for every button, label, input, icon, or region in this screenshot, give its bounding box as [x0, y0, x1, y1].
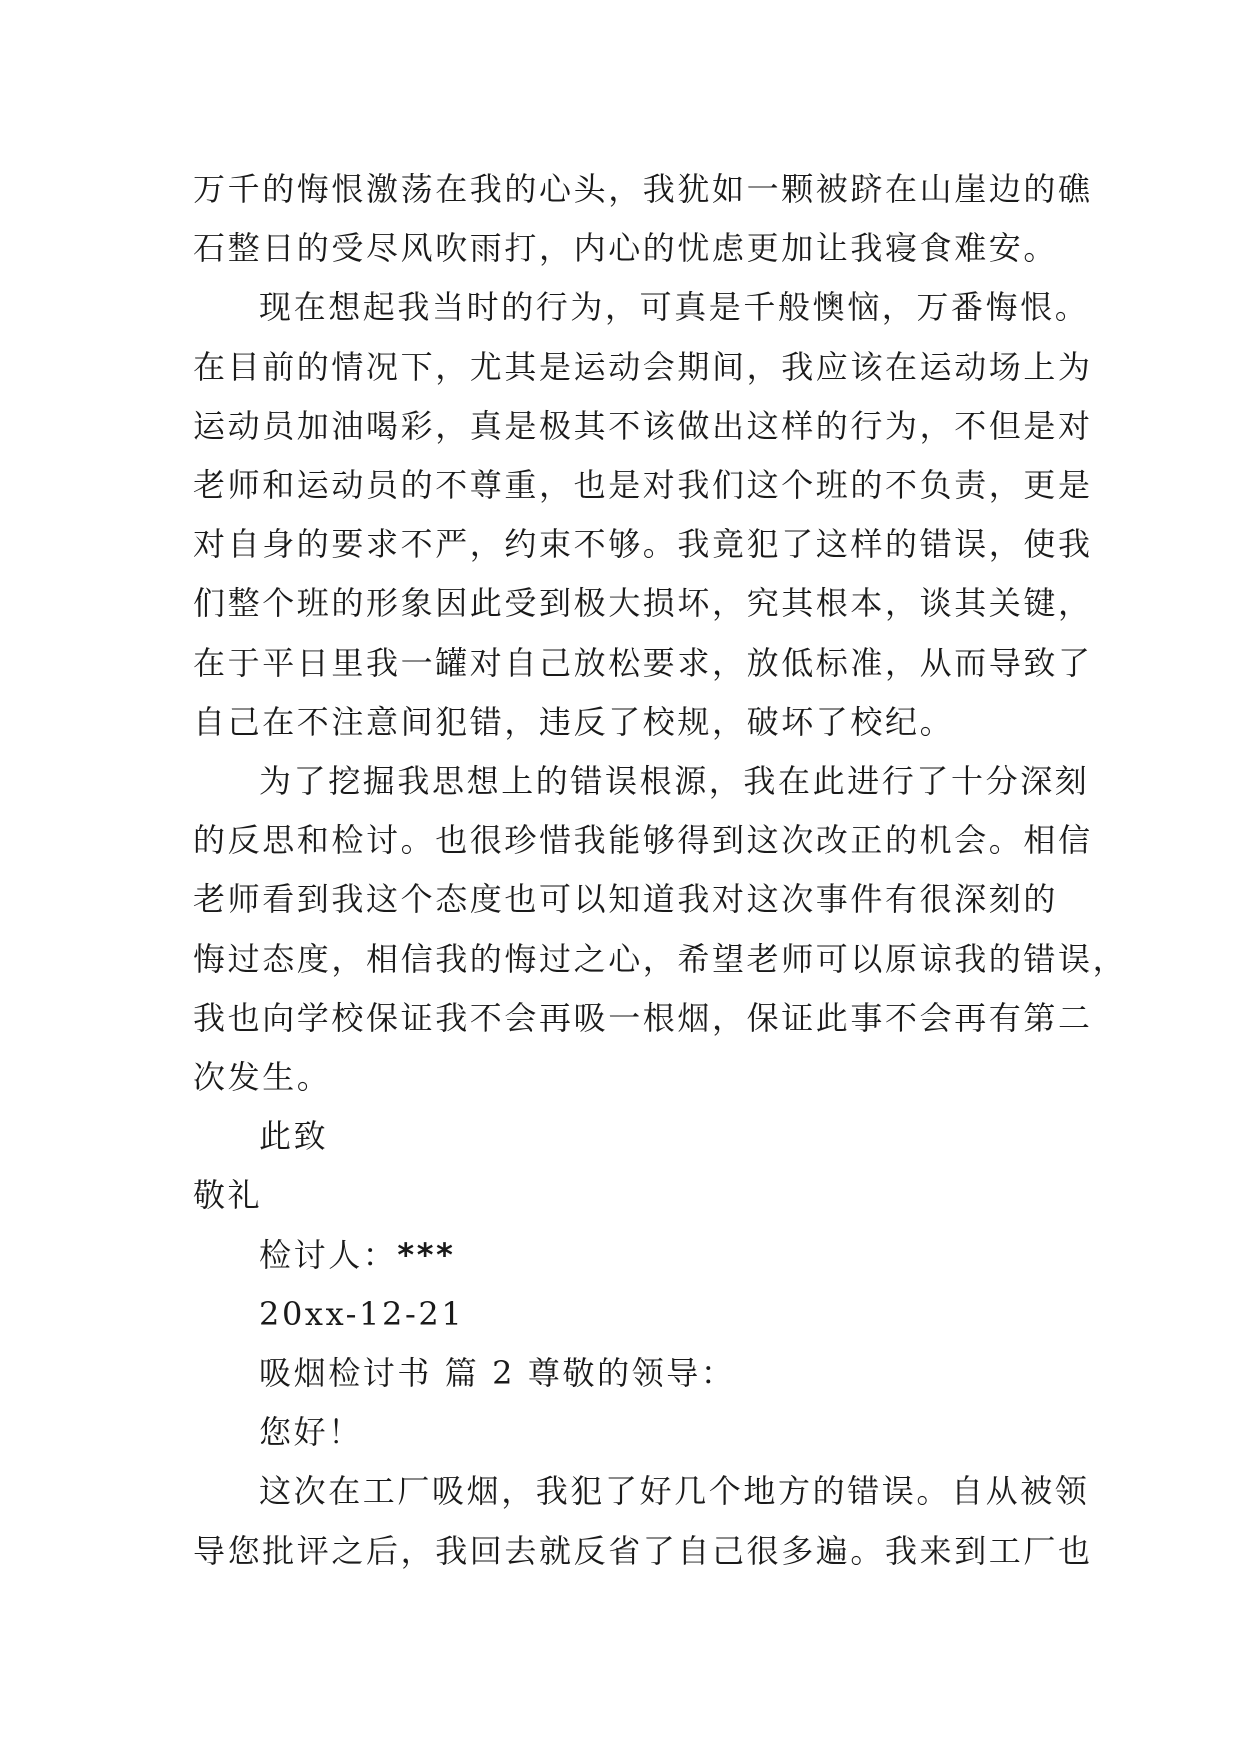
- text-line: 在目前的情况下，尤其是运动会期间，我应该在运动场上为: [193, 347, 1093, 386]
- text-line: 运动员加油喝彩，真是极其不该做出这样的行为，不但是对: [193, 406, 1093, 445]
- paragraph-2: [193, 278, 1093, 752]
- author-line: [193, 1226, 1063, 1285]
- text-line: 石整日的受尽风吹雨打，内心的忧虑更加让我寝食难安。: [193, 229, 1059, 268]
- text-line: 在于平日里我一罐对自己放松要求，放低标准，从而导致了: [193, 643, 1093, 682]
- greeting: 您好！: [259, 1413, 363, 1452]
- text-line: 现在想起我当时的行为，可真是千般懊恼，万番悔恨。: [259, 288, 1090, 327]
- text-line: 悔过态度，相信我的悔过之心，希望老师可以原谅我的错误，: [193, 939, 1128, 978]
- section-heading: 吸烟检讨书 篇 2 尊敬的领导：: [259, 1354, 736, 1393]
- document-date: 20xx-12-21: [259, 1294, 465, 1333]
- closing-block: [193, 1107, 1063, 1344]
- author-name: ***: [397, 1235, 456, 1274]
- text-line: 老师看到我这个态度也可以知道我对这次事件有很深刻的: [193, 880, 1059, 919]
- text-line: 这次在工厂吸烟，我犯了好几个地方的错误。自从被领: [259, 1472, 1090, 1511]
- text-line: 为了挖掘我思想上的错误根源，我在此进行了十分深刻: [259, 762, 1090, 801]
- text-line: 们整个班的形象因此受到极大损坏，究其根本，谈其关键，: [193, 584, 1093, 623]
- text-line: 老师和运动员的不尊重，也是对我们这个班的不负责，更是: [193, 466, 1093, 505]
- paragraph-1: [193, 160, 1093, 278]
- author-label: 检讨人：: [259, 1235, 398, 1274]
- closing-jing-li: 敬礼: [193, 1176, 263, 1215]
- text-line: 导您批评之后，我回去就反省了自己很多遍。我来到工厂也: [193, 1531, 1093, 1570]
- text-line: 对自身的要求不严，约束不够。我竟犯了这样的错误，使我: [193, 525, 1093, 564]
- closing-ci-zhi: 此致: [259, 1117, 329, 1156]
- next-section: [193, 1344, 1093, 1581]
- paragraph-3: [193, 752, 1128, 1107]
- text-line: 次发生。: [193, 1058, 332, 1097]
- text-line: 万千的悔恨激荡在我的心头，我犹如一颗被跻在山崖边的礁: [193, 170, 1093, 208]
- document-body: [193, 160, 1128, 1581]
- text-line: 自己在不注意间犯错，违反了校规，破坏了校纪。: [193, 702, 955, 741]
- text-line: 我也向学校保证我不会再吸一根烟，保证此事不会再有第二: [193, 998, 1093, 1037]
- text-line: 的反思和检讨。也很珍惜我能够得到这次改正的机会。相信: [193, 821, 1093, 860]
